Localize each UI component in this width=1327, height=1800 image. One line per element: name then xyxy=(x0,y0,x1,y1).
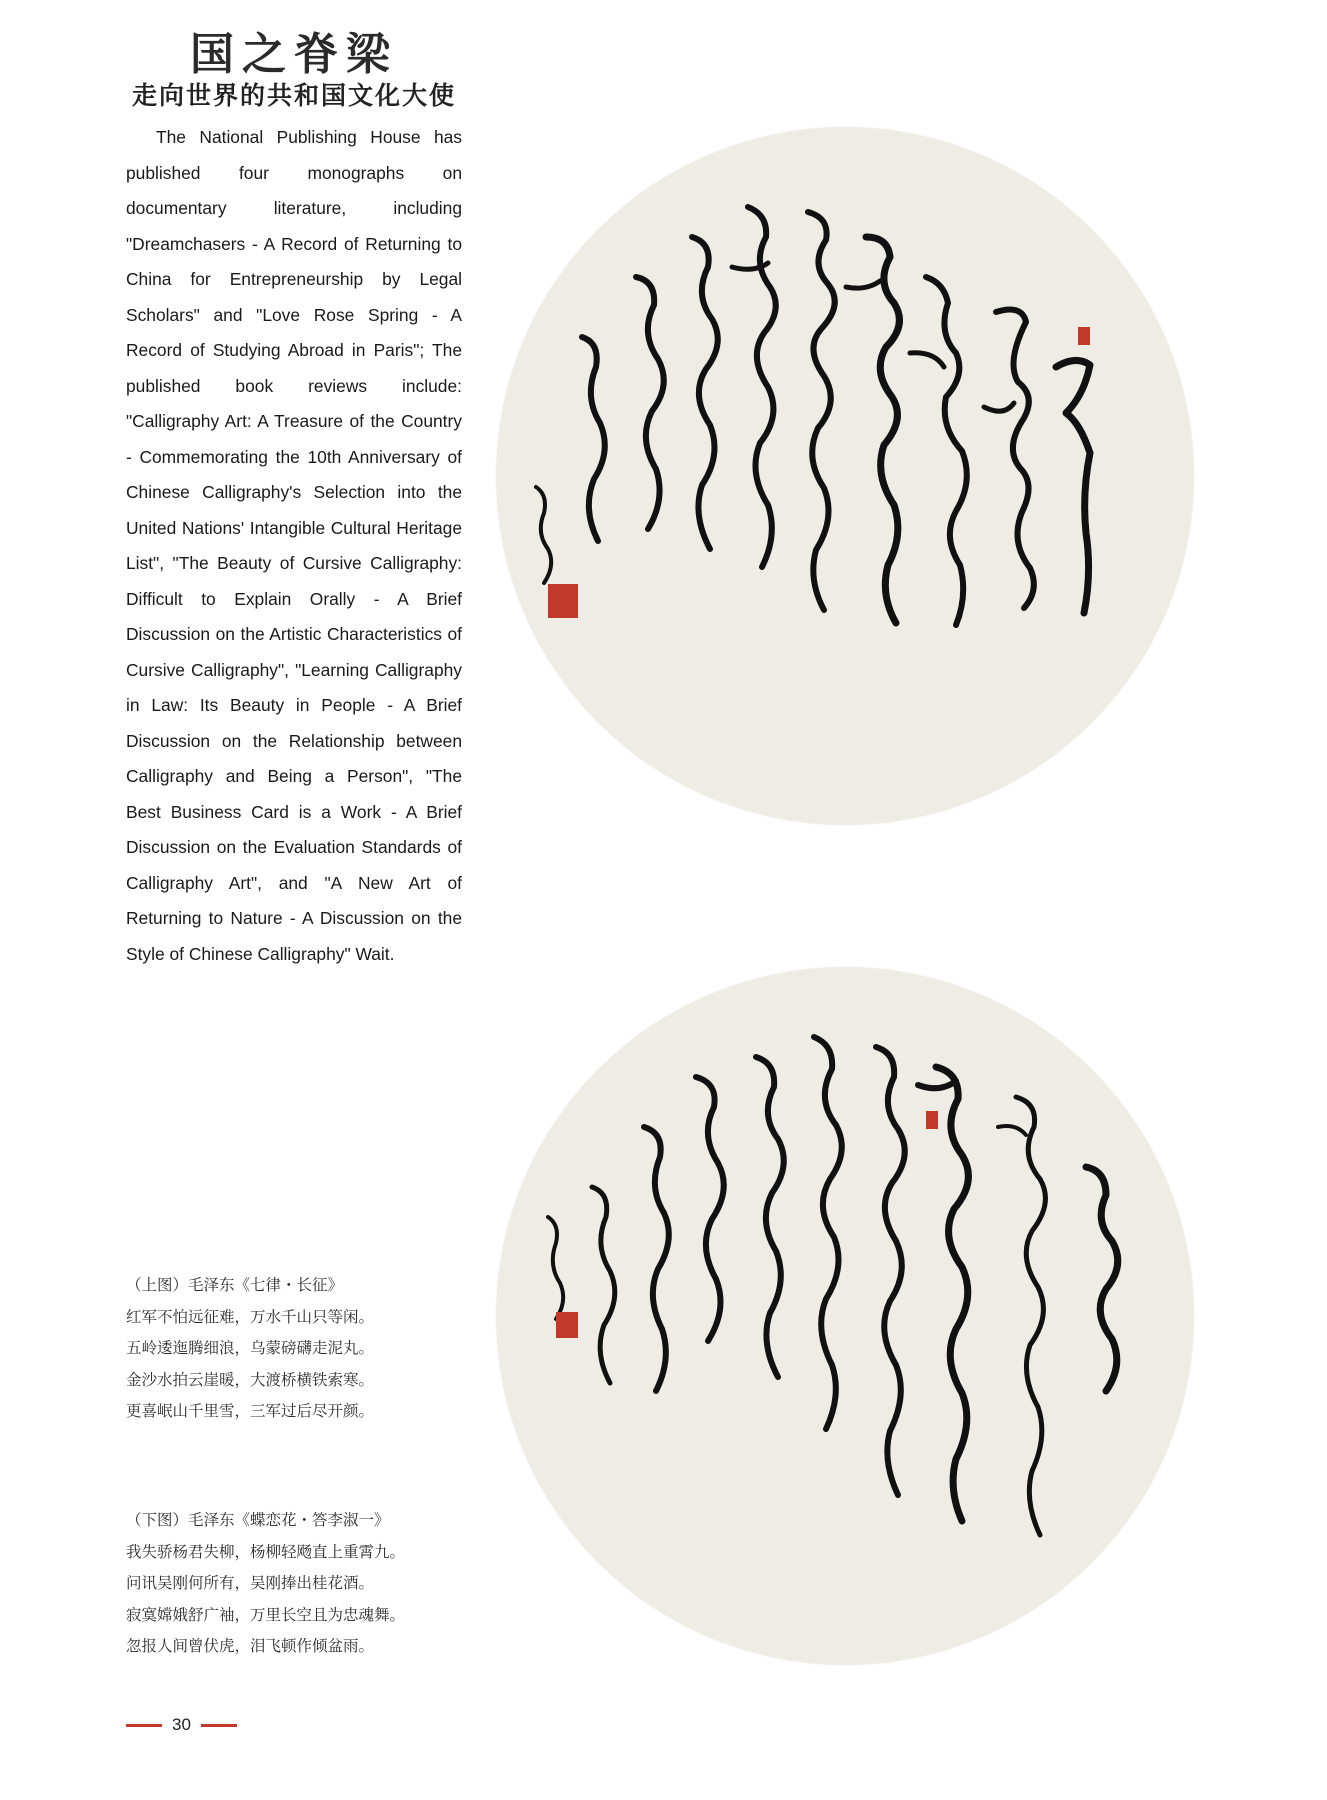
caption-top-line: 五岭逶迤腾细浪，乌蒙磅礴走泥丸。 xyxy=(126,1339,375,1357)
page-subtitle: 走向世界的共和国文化大使 xyxy=(131,81,456,110)
seal-small-top xyxy=(1078,327,1090,345)
caption-top-line: 更喜岷山千里雪，三军过后尽开颜。 xyxy=(126,1402,375,1420)
calligraphy-strokes-top xyxy=(496,127,1194,825)
caption-bottom xyxy=(126,1505,466,1663)
seal-signature-bottom xyxy=(556,1312,578,1338)
page-title: 国之脊梁 xyxy=(190,29,398,80)
calligraphy-fan-top xyxy=(496,127,1194,825)
caption-bottom-heading: （下图）毛泽东《蝶恋花・答李淑一》 xyxy=(126,1511,390,1529)
footer-rule-left xyxy=(126,1724,162,1727)
caption-top-heading: （上图）毛泽东《七律・长征》 xyxy=(126,1276,344,1294)
page-footer xyxy=(126,1712,237,1738)
seal-small-bottom xyxy=(926,1111,938,1129)
caption-bottom-line: 忽报人间曾伏虎，泪飞顿作倾盆雨。 xyxy=(126,1637,375,1655)
caption-bottom-line: 寂寞嫦娥舒广袖，万里长空且为忠魂舞。 xyxy=(126,1605,406,1624)
caption-top-line: 红军不怕远征难，万水千山只等闲。 xyxy=(126,1307,375,1326)
footer-rule-right xyxy=(201,1724,237,1727)
page-number: 30 xyxy=(172,1715,191,1734)
caption-bottom-line: 问讯吴刚何所有，吴刚捧出桂花酒。 xyxy=(126,1574,375,1592)
body-text xyxy=(126,120,462,972)
body-paragraph: The National Publishing House has published four monographs on documentary literature, including "Dreamchasers - A Record of Returning to China for Entrepreneurship by Legal Scholars" and "Love Rose Spring - A Record of Studying Abroad in Paris"; The published book reviews include: "Calligraphy Art: A Treasure of the Country - Commemorating the 10th Anniversary of Chinese Calligraphy's Selection into the United Nations' Intangible Cultural Heritage List", "The Beauty of Cursive Calligraphy: Difficult to Explain Orally - A Brief Discussion on the Artistic Characteristics of Cursive Calligraphy", "Learning Calligraphy in Law: Its Beauty in People - A Brief Discussion on the Relationship between Calligraphy and Being a Person", "The Best Business Card is a Work - A Brief Discussion on the Evaluation Standards of Calligraphy Art", and "A New Art of Returning to Nature - A Discussion on the Style of Chinese Calligraphy" Wait. xyxy=(126,127,462,964)
caption-top xyxy=(126,1270,466,1428)
calligraphy-fan-bottom xyxy=(496,967,1194,1665)
calligraphy-strokes-bottom xyxy=(496,967,1194,1665)
seal-signature-top xyxy=(548,584,578,618)
caption-bottom-line: 我失骄杨君失柳，杨柳轻飏直上重霄九。 xyxy=(126,1542,406,1561)
caption-top-line: 金沙水拍云崖暖，大渡桥横铁索寒。 xyxy=(126,1370,375,1389)
